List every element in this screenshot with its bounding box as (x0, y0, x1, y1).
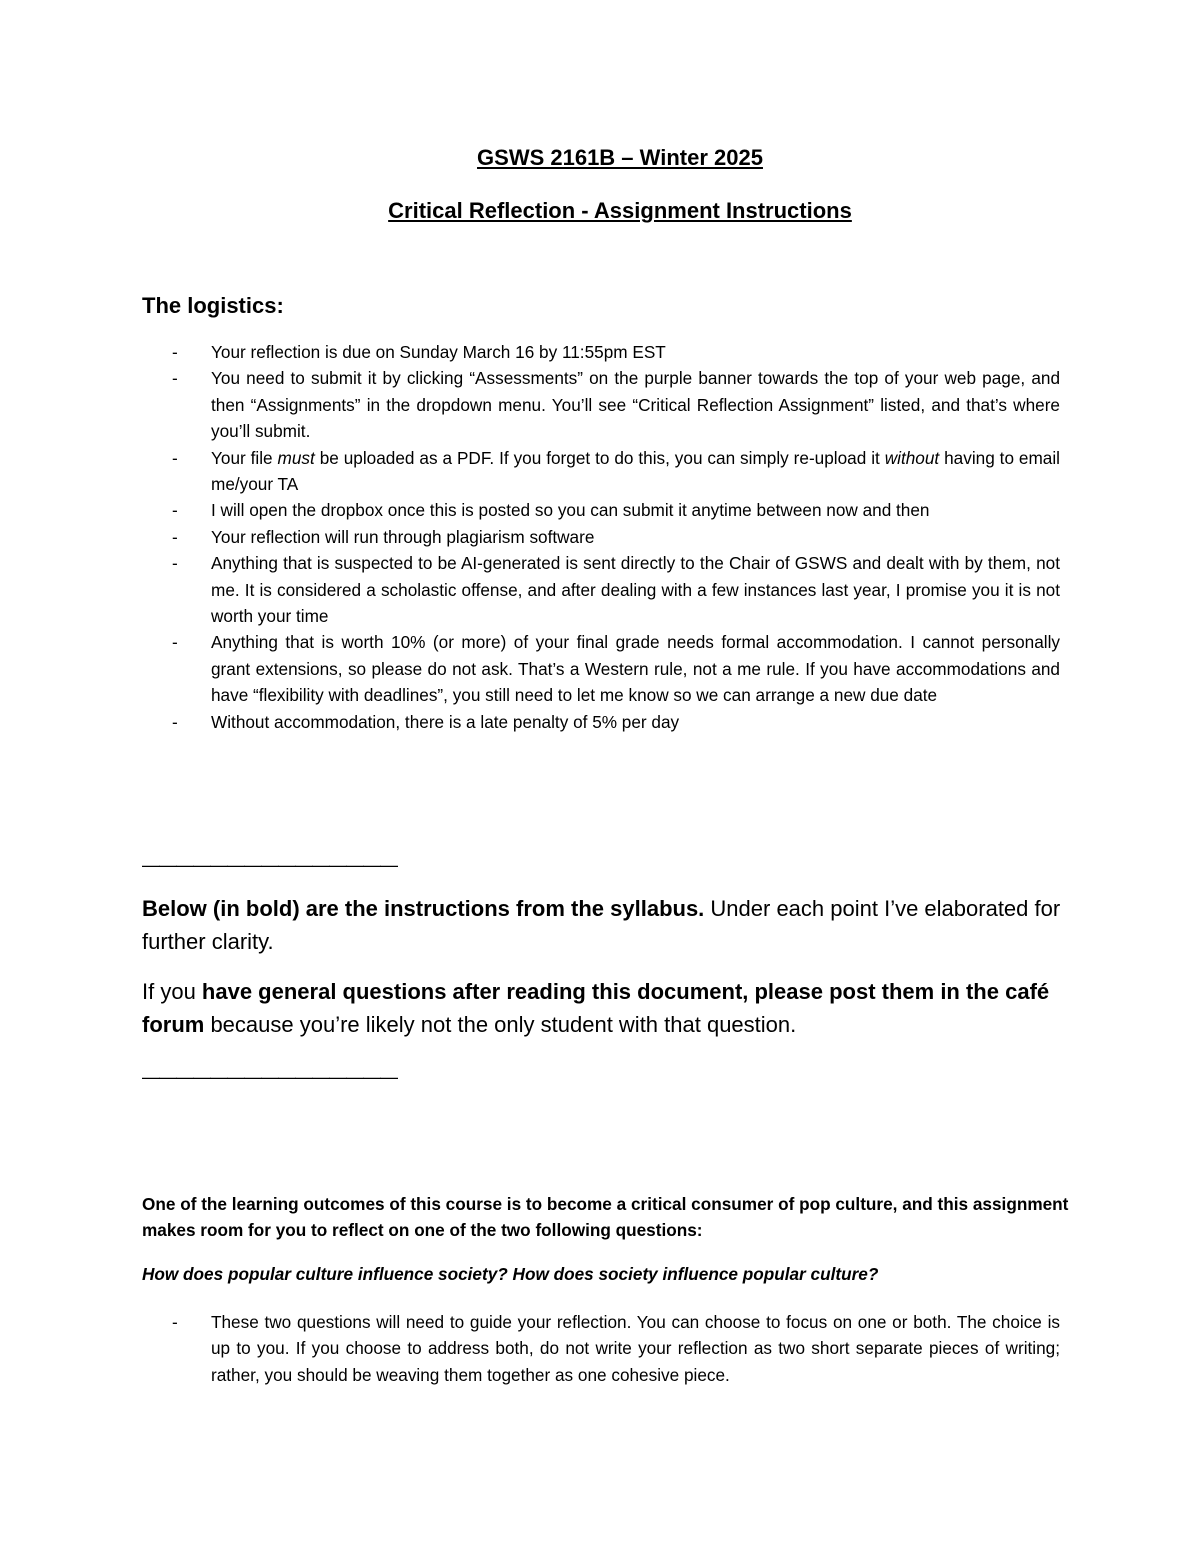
questions-paragraph (142, 976, 1082, 1041)
intro-bold-text: Below (in bold) are the instructions from the syllabus. (142, 896, 705, 921)
questions-text: If you (142, 979, 202, 1004)
list-item-text: Anything that is suspected to be AI-generated is sent directly to the Chair of GSWS and dealt with by them, not me. It is considered a scholastic offense, and after dealing with a few instances last year, I promise you it is not worth your time (211, 553, 1060, 627)
list-item-text: Your file (211, 447, 278, 468)
bullet-dash: - (172, 342, 178, 362)
bullet-dash: - (172, 500, 178, 521)
logistics-list (142, 339, 1060, 735)
course-title: GSWS 2161B – Winter 2025 (477, 145, 763, 170)
questions-text: because you’re likely not the only student with that question. (204, 1011, 797, 1037)
list-item (142, 445, 1060, 498)
guide-list (142, 1309, 1060, 1388)
bullet-dash: - (172, 632, 178, 653)
assignment-title: Critical Reflection - Assignment Instructions (388, 198, 852, 223)
intro-text: Under each point I’ve elaborated for further clarity. (142, 896, 1061, 954)
list-item-text: I will open the dropbox once this is posted so you can submit it anytime between now and then (211, 500, 930, 521)
list-item (142, 550, 1060, 629)
list-item (142, 524, 1060, 550)
separator-line: ——————————————— (142, 855, 397, 875)
list-item (142, 1309, 1060, 1388)
emphasis-text: must (277, 447, 315, 468)
questions-bold-text: have general questions after reading this document, please post them in the café forum (142, 979, 1050, 1037)
bullet-dash: - (172, 526, 178, 547)
list-item (142, 365, 1060, 444)
bullet-dash: - (172, 1312, 178, 1332)
bullet-dash: - (172, 711, 178, 732)
guiding-questions: How does popular culture influence society? How does society influence popular culture? (142, 1264, 879, 1284)
list-item-text: Your reflection will run through plagiarism software (211, 526, 595, 547)
intro-paragraph (142, 893, 1082, 958)
list-item-text: Without accommodation, there is a late penalty of 5% per day (211, 711, 680, 732)
bullet-dash: - (172, 447, 178, 468)
separator-line: ——————————————— (142, 1067, 397, 1087)
list-item-text: having to email me/your TA (211, 447, 1060, 495)
bullet-dash: - (172, 368, 178, 389)
list-item-text: Your reflection is due on Sunday March 16 by 11:55pm EST (211, 342, 666, 362)
logistics-heading: The logistics: (142, 293, 284, 318)
list-item (142, 629, 1060, 708)
list-item (142, 339, 1060, 365)
list-item-text: These two questions will need to guide your reflection. You can choose to focus on one or both. The choice is up to you. If you choose to address both, do not write your reflection as two short separate pieces of writing; rather, you should be weaving them together as one cohesive piece. (211, 1312, 1060, 1385)
list-item (142, 709, 1060, 735)
list-item-text: You need to submit it by clicking “Assessments” on the purple banner towards the top of your web page, and then “Assignments” in the dropdown menu. You’ll see “Critical Reflection Assignment” listed, and that’s where you’ll submit. (211, 368, 1060, 442)
learning-outcome-paragraph: One of the learning outcomes of this course is to become a critical consumer of pop culture, and this assignment makes room for you to reflect on one of the two following questions: (142, 1194, 1069, 1241)
bullet-dash: - (172, 553, 178, 574)
emphasis-text: without (884, 447, 940, 468)
list-item-text: Anything that is worth 10% (or more) of your final grade needs formal accommodation. I cannot personally grant extensions, so please do not ask. That’s a Western rule, not a me rule. If you have accommodations and have “flexibility with deadlines”, you still need to let me know so we can arrange a new due date (211, 632, 1060, 706)
list-item (142, 497, 1060, 523)
list-item-text: be uploaded as a PDF. If you forget to do this, you can simply re-upload it (314, 447, 885, 468)
